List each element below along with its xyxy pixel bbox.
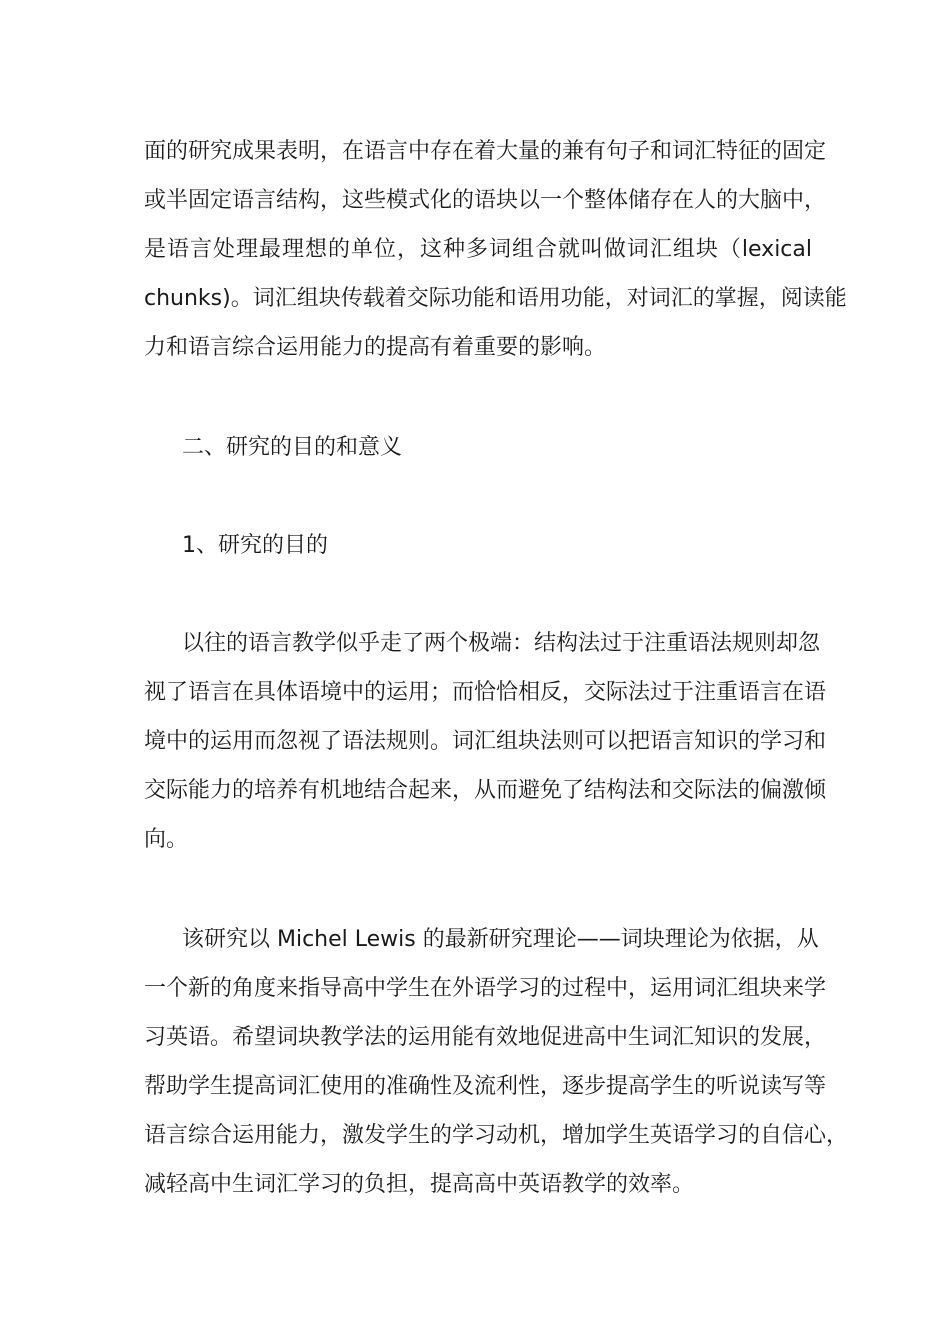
paragraph-line: 一个新的角度来指导高中学生在外语学习的过程中，运用词汇组块来学: [144, 976, 827, 1001]
paragraph-line: 交际能力的培养有机地结合起来，从而避免了结构法和交际法的偏激倾: [144, 778, 827, 803]
paragraph-line: 减轻高中生词汇学习的负担，提高高中英语教学的效率。: [144, 1172, 695, 1197]
paragraph-line: 是语言处理最理想的单位，这种多词组合就叫做词汇组块（lexical: [144, 237, 812, 262]
paragraph-intro: [144, 127, 847, 372]
subsection-heading-text: 1、研究的目的: [182, 533, 328, 558]
subsection-heading: [144, 521, 812, 570]
paragraph-line: 视了语言在具体语境中的运用；而恰恰相反，交际法过于注重语言在语: [144, 680, 827, 705]
paragraph-purpose: [144, 619, 827, 864]
paragraph-line: 帮助学生提高词汇使用的准确性及流利性，逐步提高学生的听说读写等: [144, 1074, 827, 1099]
section-heading-text: 二、研究的目的和意义: [182, 435, 403, 460]
paragraph-line: chunks)。词汇组块传载着交际功能和语用功能，对词汇的掌握，阅读能: [144, 286, 847, 311]
paragraph-line: 以往的语言教学似乎走了两个极端：结构法过于注重语法规则却忽: [182, 631, 821, 656]
paragraph-line: 力和语言综合运用能力的提高有着重要的影响。: [144, 335, 607, 360]
paragraph-research: [144, 915, 849, 1209]
paragraph-line: 面的研究成果表明，在语言中存在着大量的兼有句子和词汇特征的固定: [144, 139, 827, 164]
paragraph-line: 习英语。希望词块教学法的运用能有效地促进高中生词汇知识的发展，: [144, 1025, 827, 1050]
paragraph-line: 语言综合运用能力，激发学生的学习动机，增加学生英语学习的自信心，: [144, 1123, 849, 1148]
section-heading: [144, 423, 812, 472]
paragraph-line: 向。: [144, 827, 189, 852]
paragraph-line: 或半固定语言结构，这些模式化的语块以一个整体储存在人的大脑中，: [144, 188, 827, 213]
paragraph-line: 境中的运用而忽视了语法规则。词汇组块法则可以把语言知识的学习和: [144, 729, 827, 754]
paragraph-line: 该研究以 Michel Lewis 的最新研究理论——词块理论为依据，从: [182, 927, 819, 952]
